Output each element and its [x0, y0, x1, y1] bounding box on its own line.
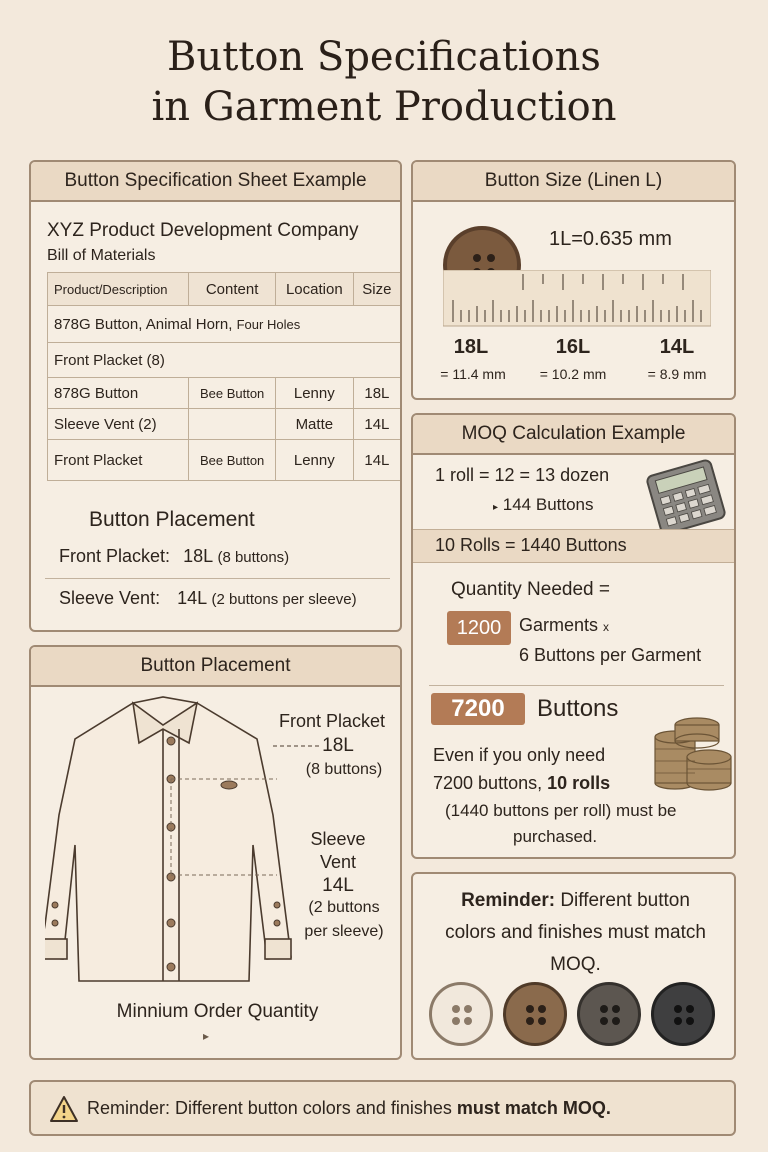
reminder-panel: [411, 872, 736, 1060]
reminder-line-3: MOQ.: [550, 954, 601, 975]
company-name: XYZ Product Development Company: [47, 220, 359, 241]
moq-band: [413, 529, 736, 563]
footer-text-plain: Reminder: Different button colors and finishes: [87, 1098, 452, 1118]
sleeve-size: 14L: [322, 875, 354, 896]
title-line-1: Button Specifications: [167, 34, 601, 80]
qty-value-badge: 1200: [447, 611, 511, 645]
placement-front: [59, 546, 289, 567]
table-row: [48, 306, 401, 343]
moq-dozen-line: ▸ 144 Buttons: [493, 495, 594, 514]
table-row: [48, 409, 401, 440]
col-header: Content: [189, 273, 275, 306]
sleeve-label: Sleeve: [310, 829, 366, 849]
front-note: (8 buttons): [305, 761, 383, 778]
table-cell: Sleeve Vent (2): [48, 409, 189, 440]
table-cell: 878G Button, Animal Horn,: [54, 315, 233, 333]
table-cell: 14L: [353, 440, 400, 481]
title-line-2: in Garment Production: [151, 84, 617, 130]
size-label: 18L: [453, 336, 489, 358]
ruler-icon: [443, 270, 711, 330]
spec-sheet-header: Button Specification Sheet Example: [31, 162, 400, 202]
swatch-grey-icon: [577, 982, 641, 1046]
placement-note: (2 buttons per sleeve): [211, 591, 357, 608]
table-cell: Front Placket (8): [48, 343, 401, 378]
table-cell: Lenny: [275, 440, 353, 481]
button-stack-icon: [649, 711, 736, 791]
sleeve-note: (2 buttons: [308, 899, 380, 916]
size-mm: = 11.4 mm: [440, 366, 506, 382]
ligne-formula: 1L=0.635 mm: [549, 228, 672, 250]
size-label: 14L: [659, 336, 695, 358]
qty-unit: [519, 615, 609, 636]
table-cell: Bee Button: [189, 378, 275, 409]
calculator-icon: [641, 457, 731, 537]
placement-footer: Minnium Order Quantity: [116, 1001, 319, 1022]
note-text: 7200 buttons,: [433, 773, 543, 793]
swatch-brown-icon: [503, 982, 567, 1046]
warning-icon: [49, 1095, 79, 1123]
reminder-text: Different button: [560, 890, 690, 911]
cursor-icon: ▸: [203, 1029, 210, 1043]
placement-label: Sleeve Vent:: [59, 588, 161, 608]
table-cell: Front Placket: [48, 440, 189, 481]
bom-table: [47, 272, 401, 481]
divider: [429, 685, 724, 686]
reminder-line-2: colors and finishes must match: [445, 922, 706, 943]
times-sign: x: [603, 620, 610, 634]
moq-roll-line: 1 roll = 12 = 13 dozen: [435, 465, 610, 485]
table-cell: [189, 409, 275, 440]
reminder-line-1: [413, 890, 736, 912]
col-header: Location: [275, 273, 353, 306]
table-cell: Matte: [275, 409, 353, 440]
note-line-4: purchased.: [513, 827, 598, 846]
table-cell: Lenny: [275, 378, 353, 409]
placement-panel: [29, 645, 402, 1060]
front-label: Front Placket: [278, 711, 386, 731]
button-size-panel: [411, 160, 736, 400]
placement-label: Front Placket:: [59, 546, 171, 566]
qty-label: Quantity Needed =: [451, 579, 610, 600]
spec-sheet-panel: [29, 160, 402, 632]
placement-header: Button Placement: [31, 647, 400, 687]
swatch-cream-icon: [429, 982, 493, 1046]
divider: [45, 578, 390, 579]
page-title: [0, 32, 768, 132]
table-cell: Four Holes: [236, 316, 301, 332]
size-mm: = 10.2 mm: [539, 366, 607, 382]
col-header: Size: [353, 273, 400, 306]
note-bold: 10 rolls: [547, 773, 611, 793]
sleeve-note: per sleeve): [304, 923, 384, 940]
table-cell: 878G Button: [48, 378, 189, 409]
table-row: [48, 378, 401, 409]
moq-buttons-count: 144 Buttons: [502, 495, 594, 514]
table-cell: 14L: [353, 409, 400, 440]
size-label: 16L: [555, 336, 591, 358]
placement-size: 18L: [183, 546, 213, 566]
size-mm: = 8.9 mm: [647, 366, 707, 382]
front-size: 18L: [322, 735, 354, 756]
sleeve-label: Vent: [319, 852, 357, 872]
footer-text-bold: must match MOQ.: [456, 1098, 611, 1118]
placement-size: 14L: [177, 588, 207, 608]
note-line-3: (1440 buttons per roll) must be: [445, 801, 677, 820]
result-unit: Buttons: [537, 695, 619, 722]
placement-note: (8 buttons): [217, 549, 290, 566]
footer-reminder-bar: [29, 1080, 736, 1136]
table-cell: Bee Button: [189, 440, 275, 481]
result-value-badge: 7200: [431, 693, 525, 725]
reminder-bold: Reminder:: [461, 890, 556, 911]
per-garment: 6 Buttons per Garment: [519, 645, 702, 665]
placement-sleeve: [59, 588, 357, 609]
placement-subtitle: Button Placement: [89, 508, 255, 531]
qty-unit-text: Garments: [519, 615, 599, 635]
bom-subtitle: Bill of Materials: [47, 247, 156, 264]
shirt-illustration-icon: [45, 695, 305, 995]
bom-header-row: [48, 273, 401, 306]
moq-band-text: 10 Rolls = 1440 Buttons: [435, 535, 627, 555]
footer-text: [87, 1098, 611, 1119]
button-size-header: Button Size (Linen L): [413, 162, 734, 202]
col-header: Product/Description: [48, 273, 189, 306]
swatch-black-icon: [651, 982, 715, 1046]
note-line-2: [433, 773, 610, 794]
note-line-1: Even if you only need: [433, 745, 606, 765]
table-cell: 18L: [353, 378, 400, 409]
table-row: [48, 343, 401, 378]
moq-panel: [411, 413, 736, 859]
table-row: [48, 440, 401, 481]
moq-header: MOQ Calculation Example: [413, 415, 734, 455]
